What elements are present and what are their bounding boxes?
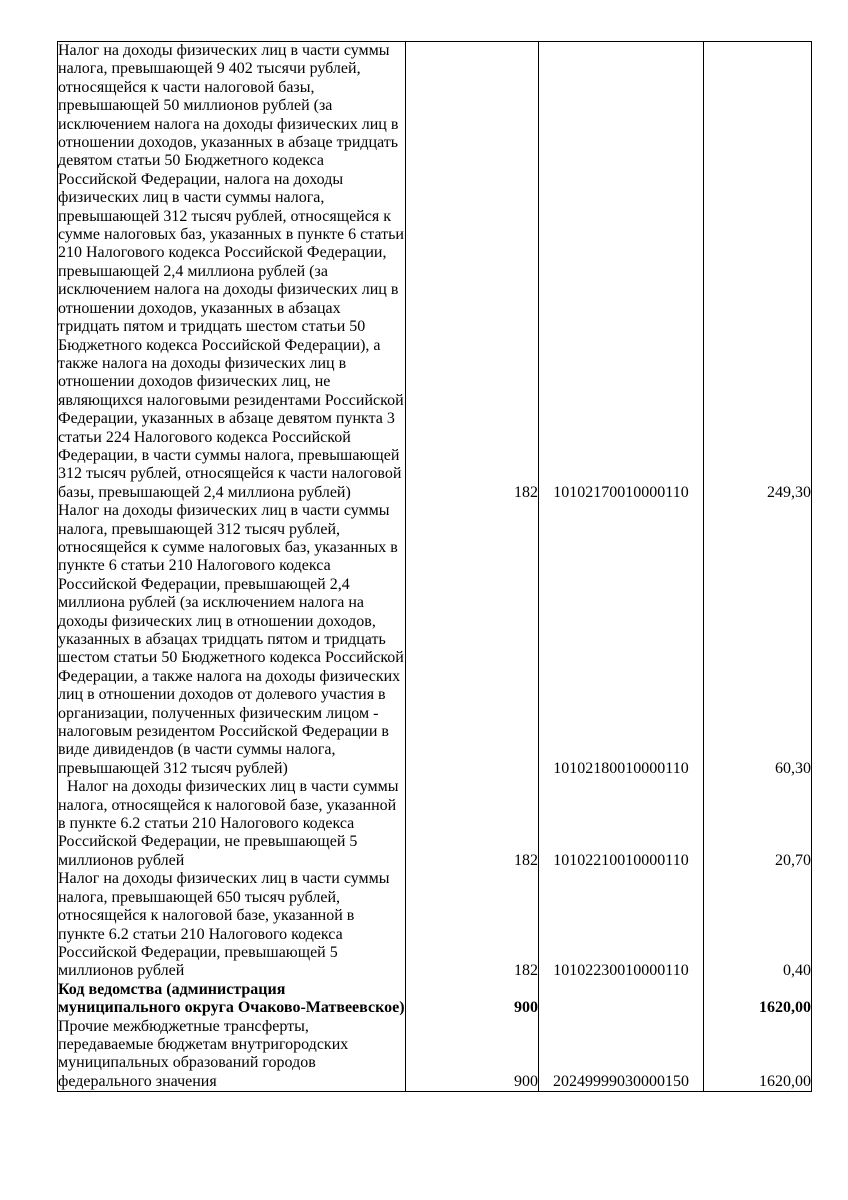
admin-code-cell: 900 <box>406 1018 539 1092</box>
table-row <box>58 1018 812 1092</box>
amount-cell: 0,40 <box>704 870 812 980</box>
budget-code-cell: 10102210010000110 <box>539 778 704 870</box>
budget-revenue-table <box>57 41 812 1092</box>
budget-code-cell: 20249999030000150 <box>539 1018 704 1092</box>
budget-code-cell: 10102170010000110 <box>539 42 704 503</box>
admin-code-cell: 182 <box>406 778 539 870</box>
table-row <box>58 870 812 980</box>
table-row-department-code <box>58 981 812 1018</box>
tax-description-cell: Налог на доходы физических лиц в части суммы налога, превышающей 650 тысяч рублей, относящейся к налоговой базе, указанной в пункте 6.2 статьи 210 Налогового кодекса Российской Федерации, превышающей 5 миллионов рублей <box>58 870 406 980</box>
admin-code-cell: 182 <box>406 870 539 980</box>
department-code-cell: Код ведомства (администрация муниципального округа Очаково-Матвеевское) <box>58 980 405 1017</box>
admin-code-cell: 900 <box>406 981 539 1018</box>
amount-cell: 60,30 <box>704 502 812 778</box>
budget-code-cell: 10102230010000110 <box>539 870 704 980</box>
tax-description-cell: Налог на доходы физических лиц в части суммы налога, относящейся к налоговой базе, указанной в пункте 6.2 статьи 210 Налогового кодекса Российской Федерации, не превышающей 5 миллионов рублей <box>58 778 406 870</box>
amount-cell: 249,30 <box>704 42 812 503</box>
admin-code-cell <box>406 502 539 778</box>
budget-code-cell <box>539 981 704 1018</box>
tax-description-cell: Налог на доходы физических лиц в части суммы налога, превышающей 312 тысяч рублей, относящейся к сумме налоговых баз, указанных в пункте 6 статьи 210 Налогового кодекса Российской Федерации, превышающей 2,4 миллиона рублей (за исключением налога на доходы физических лиц в отношении доходов, указанных в абзацах тридцать пятом и тридцать шестом статьи 50 Бюджетного кодекса Российской Федерации, а также налога на доходы физических лиц в отношении доходов от долевого участия в организации, полученных физическим лицом - налоговым резидентом Российской Федерации в виде дивидендов (в части суммы налога, превышающей 312 тысяч рублей) <box>58 502 404 777</box>
table-row <box>58 502 812 778</box>
amount-cell: 1620,00 <box>704 981 812 1018</box>
table-row <box>58 42 812 503</box>
table-row <box>58 778 812 870</box>
tax-description-cell: Прочие межбюджетные трансферты, передаваемые бюджетам внутригородских муниципальных образований городов федерального значения <box>58 1018 406 1092</box>
tax-description-cell: Налог на доходы физических лиц в части суммы налога, превышающей 9 402 тысячи рублей, относящейся к части налоговой базы, превышающей 50 миллионов рублей (за исключением налога на доходы физических лиц в отношении доходов, указанных в абзаце тридцать девятом статьи 50 Бюджетного кодекса Российской Федерации, налога на доходы физических лиц в части суммы налога, превышающей 312 тысяч рублей, относящейся к сумме налоговых баз, указанных в пункте 6 статьи 210 Налогового кодекса Российской Федерации, превышающей 2,4 миллиона рублей (за исключением налога на доходы физических лиц в отношении доходов, указанных в абзацах тридцать пятом и тридцать шестом статьи 50 Бюджетного кодекса Российской Федерации), а также налога на доходы физических лиц в отношении доходов физических лиц, не являющихся налоговыми резидентами Российской Федерации, указанных в абзаце девятом пункта 3 статьи 224 Налогового кодекса Российской Федерации, в части суммы налога, превышающей 312 тысяч рублей, относящейся к части налоговой базы, превышающей 2,4 миллиона рублей) <box>58 42 404 501</box>
budget-code-cell: 10102180010000110 <box>539 502 704 778</box>
amount-cell: 1620,00 <box>704 1018 812 1092</box>
amount-cell: 20,70 <box>704 778 812 870</box>
admin-code-cell: 182 <box>406 42 539 503</box>
